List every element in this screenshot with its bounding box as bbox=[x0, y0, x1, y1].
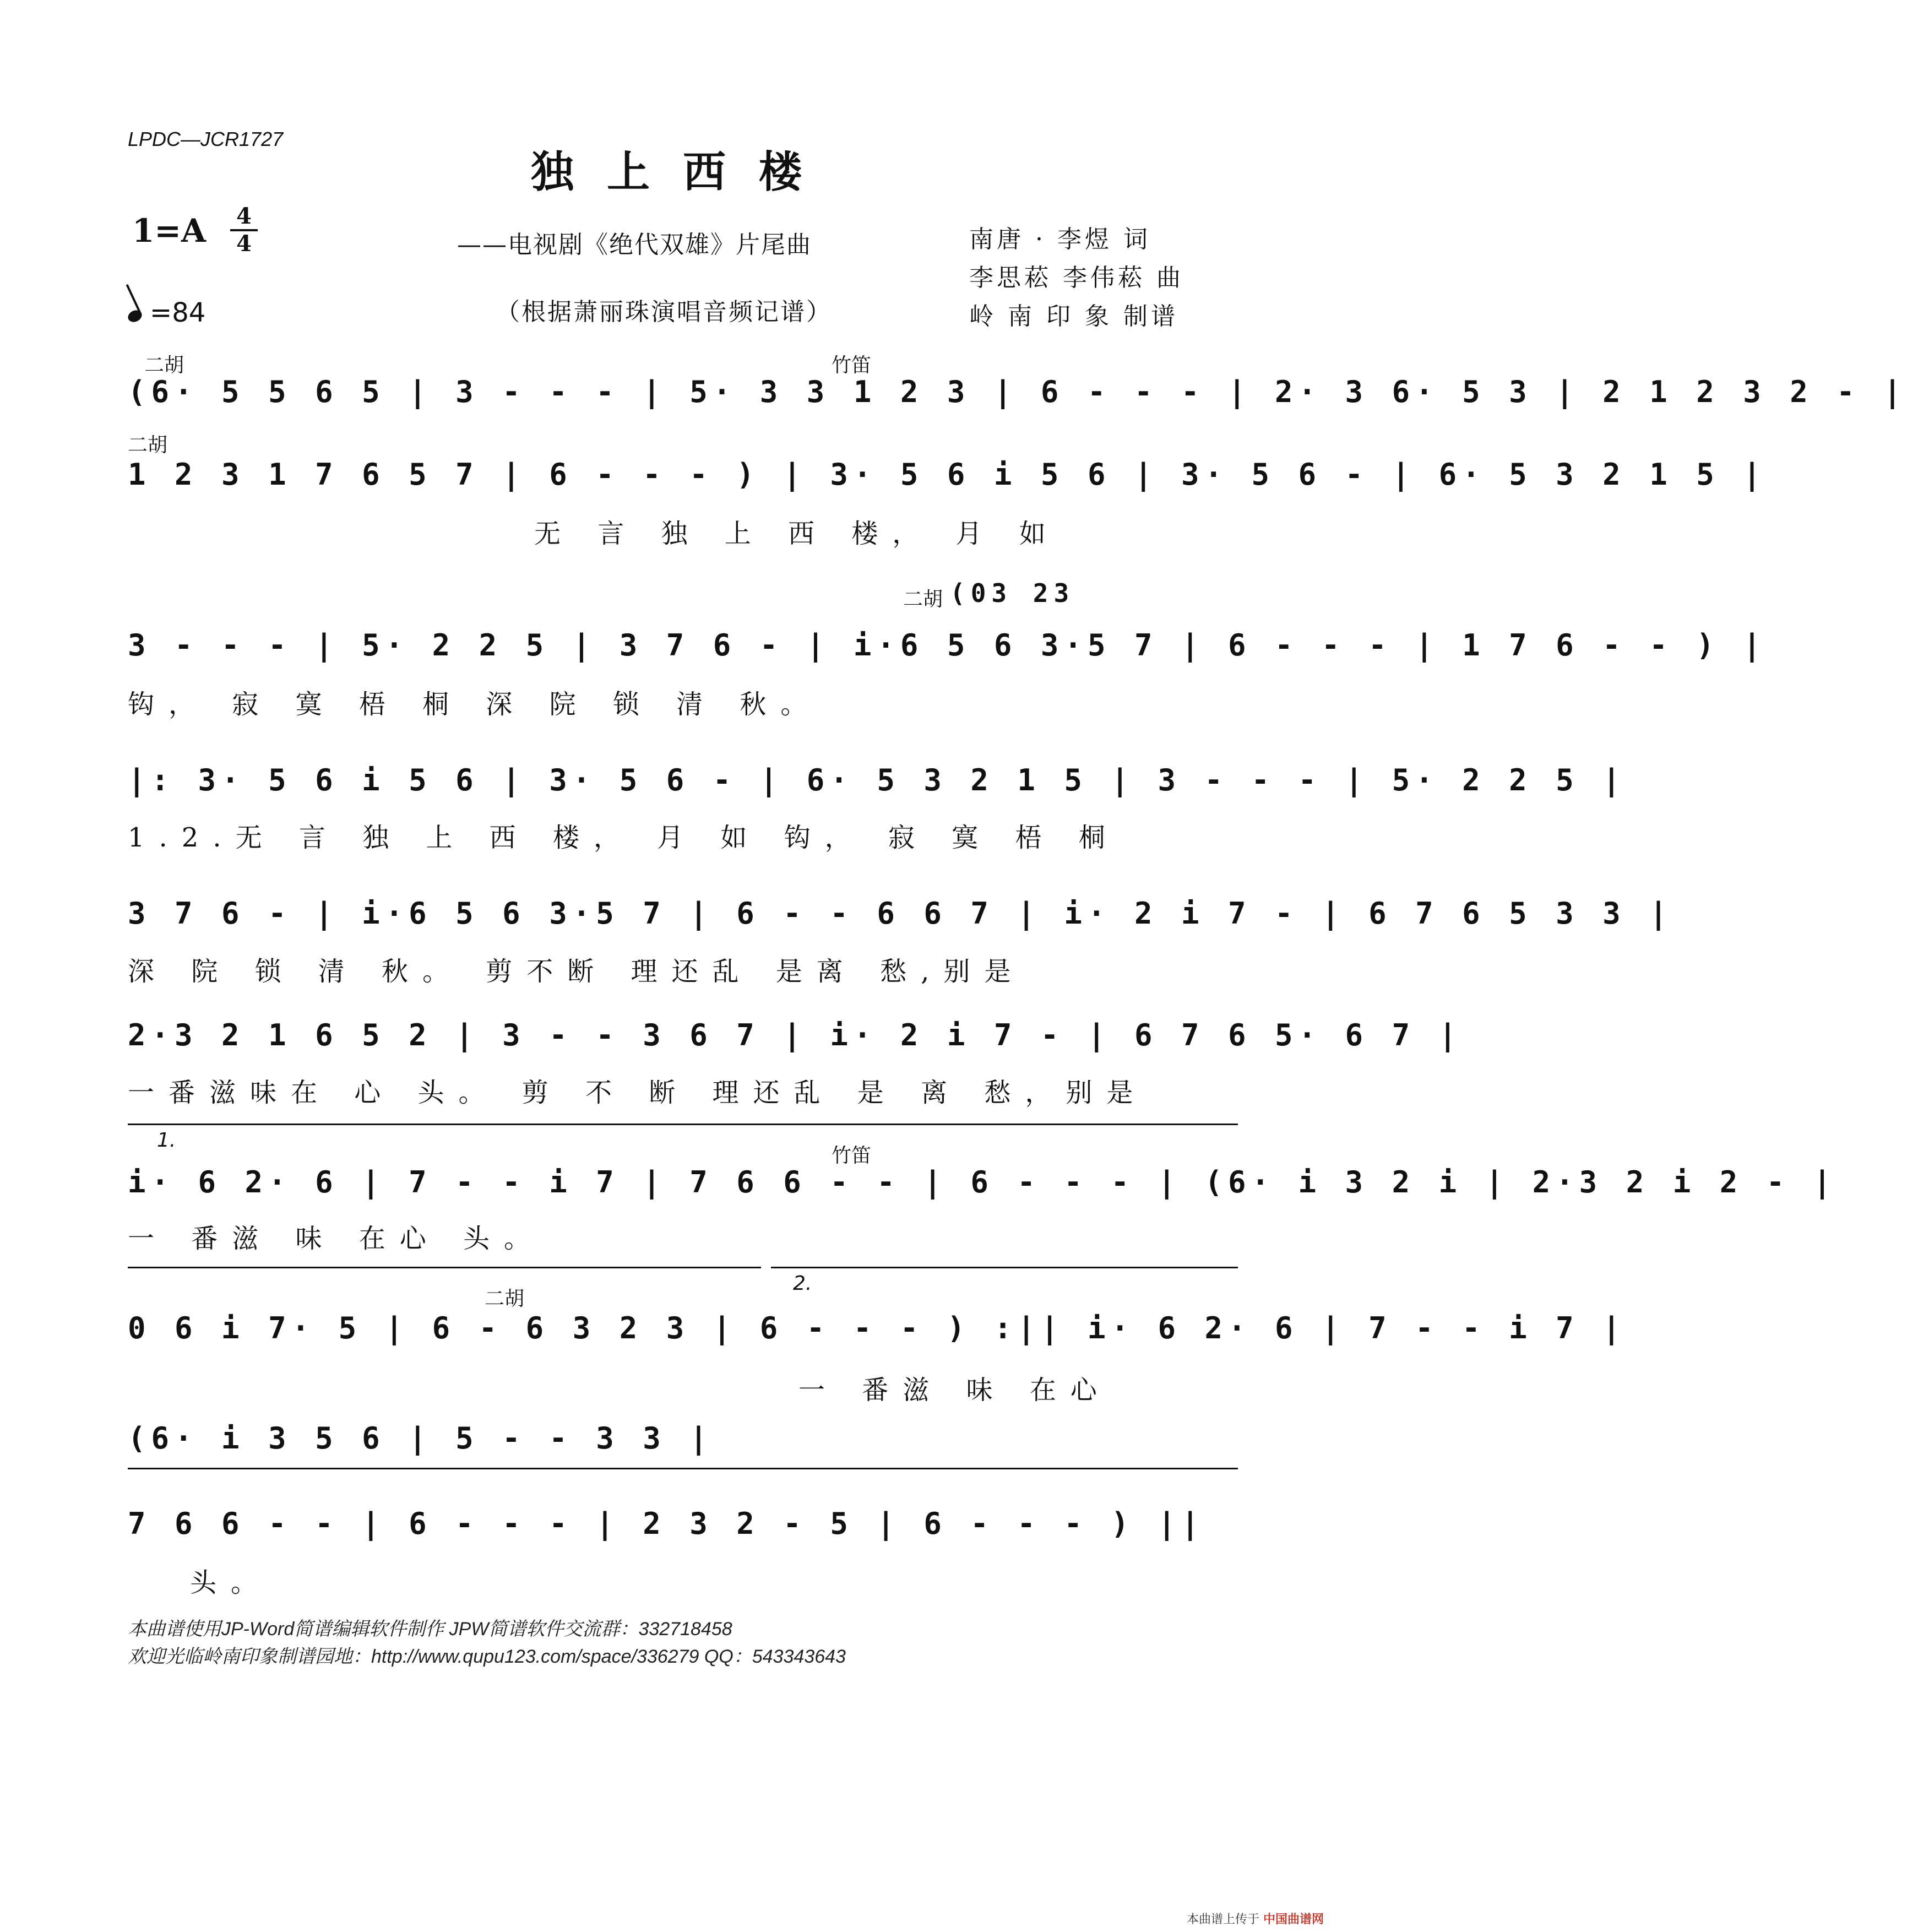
lyric-line: 1.2.无 言 独 上 西 楼， 月 如 钩， 寂 寞 梧 桐 bbox=[128, 822, 1120, 853]
volta-1-end-line bbox=[128, 1267, 761, 1268]
instrument-label: 竹笛 bbox=[832, 1144, 872, 1167]
volta-1-bracket bbox=[128, 1124, 1238, 1125]
intro-notes: (03 23 bbox=[950, 578, 1075, 608]
lyric-line: 无 言 独 上 西 楼， 月 如 bbox=[534, 518, 1060, 549]
coda-bracket bbox=[128, 1468, 1238, 1469]
melody-line: 0 6 i 7· 5 | 6 - 6 3 2 3 | 6 - - - ) :|| i· 6 2· 6 | 7 - - i 7 | bbox=[128, 1311, 1626, 1345]
melody-line: 3 7 6 - | i·6 5 6 3·5 7 | 6 - - 6 6 7 | i· 2 i 7 - | 6 7 6 5 3 3 | bbox=[128, 896, 1673, 931]
lyric-line: 一番滋味在 心 头。 剪 不 断 理还乱 是 离 愁，别是 bbox=[128, 1077, 1148, 1108]
quarter-note-icon bbox=[126, 308, 144, 324]
tempo-value: =84 bbox=[150, 297, 206, 328]
site-logo: 中国曲谱网 bbox=[1263, 1913, 1324, 1926]
lyric-line: 一 番滋 味 在心 头。 bbox=[128, 1223, 545, 1254]
melody-line: 1 2 3 1 7 6 5 7 | 6 - - - ) | 3· 5 6 i 5 6 | 3· 5 6 - | 6· 5 3 2 1 5 | bbox=[128, 457, 1767, 492]
page-title: 独上西楼 bbox=[530, 147, 835, 197]
melody-line: |: 3· 5 6 i 5 6 | 3· 5 6 - | 6· 5 3 2 1 5 | 3 - - - | 5· 2 2 5 | bbox=[128, 763, 1626, 797]
upload-stamp-text: 本曲谱上传于 bbox=[1187, 1913, 1260, 1926]
instrument-label: 二胡 bbox=[144, 354, 184, 377]
melody-line: 7 6 6 - - | 6 - - - | 2 3 2 - 5 | 6 - - - ) || bbox=[128, 1506, 1205, 1541]
time-signature bbox=[230, 205, 258, 256]
melody-line: (6· i 3 5 6 | 5 - - 3 3 | bbox=[128, 1421, 713, 1456]
credit-composer: 李思菘 李伟菘 曲 bbox=[969, 264, 1184, 292]
credit-lyricist: 南唐 · 李煜 词 bbox=[969, 225, 1151, 253]
lyric-line: 头。 bbox=[190, 1567, 272, 1598]
credit-engraver: 岭 南 印 象 制谱 bbox=[969, 302, 1178, 330]
lyric-line: 钩， 寂 寞 梧 桐 深 院 锁 清 秋。 bbox=[128, 689, 822, 720]
transcription-source: （根据萧丽珠演唱音频记谱） bbox=[496, 298, 832, 326]
time-top: 4 bbox=[236, 203, 252, 229]
lyric-line: 一 番滋 味 在心 bbox=[798, 1375, 1111, 1405]
instrument-label: 竹笛 bbox=[832, 354, 872, 377]
instrument-label: 二胡 bbox=[485, 1288, 525, 1310]
subtitle: ——电视剧《绝代双雄》片尾曲 bbox=[457, 231, 812, 259]
melody-line: 2·3 2 1 6 5 2 | 3 - - 3 6 7 | i· 2 i 7 - | 6 7 6 5· 6 7 | bbox=[128, 1018, 1463, 1052]
footer-website: 欢迎光临岭南印象制谱园地：http://www.qupu123.com/space/336279 QQ：543343643 bbox=[128, 1646, 846, 1667]
instrument-label: 二胡 bbox=[903, 588, 943, 611]
upload-stamp bbox=[1187, 1910, 1324, 1927]
instrument-label: 二胡 bbox=[128, 434, 168, 457]
melody-line: i· 6 2· 6 | 7 - - i 7 | 7 6 6 - - | 6 - - - | (6· i 3 2 i | 2·3 2 i 2 - | bbox=[128, 1165, 1837, 1200]
lyric-line: 深 院 锁 清 秋。 剪不断 理还乱 是离 愁,别是 bbox=[128, 956, 1025, 987]
volta-1-label: 1. bbox=[157, 1129, 176, 1152]
time-bottom: 4 bbox=[236, 231, 252, 257]
volta-2-label: 2. bbox=[793, 1272, 812, 1295]
key-signature: 1=A bbox=[132, 212, 206, 249]
volta-2-bracket bbox=[771, 1267, 1238, 1268]
footer-software: 本曲谱使用JP-Word简谱编辑软件制作 JPW简谱软件交流群：332718458 bbox=[128, 1619, 732, 1640]
melody-line: 3 - - - | 5· 2 2 5 | 3 7 6 - | i·6 5 6 3·5 7 | 6 - - - | 1 7 6 - - ) | bbox=[128, 628, 1767, 663]
score-code: LPDC—JCR1727 bbox=[128, 128, 284, 150]
melody-line: (6· 5 5 6 5 | 3 - - - | 5· 3 3 1 2 3 | 6 - - - | 2· 3 6· 5 3 | 2 1 2 3 2 - | bbox=[128, 375, 1907, 409]
tempo-marking bbox=[128, 297, 205, 328]
